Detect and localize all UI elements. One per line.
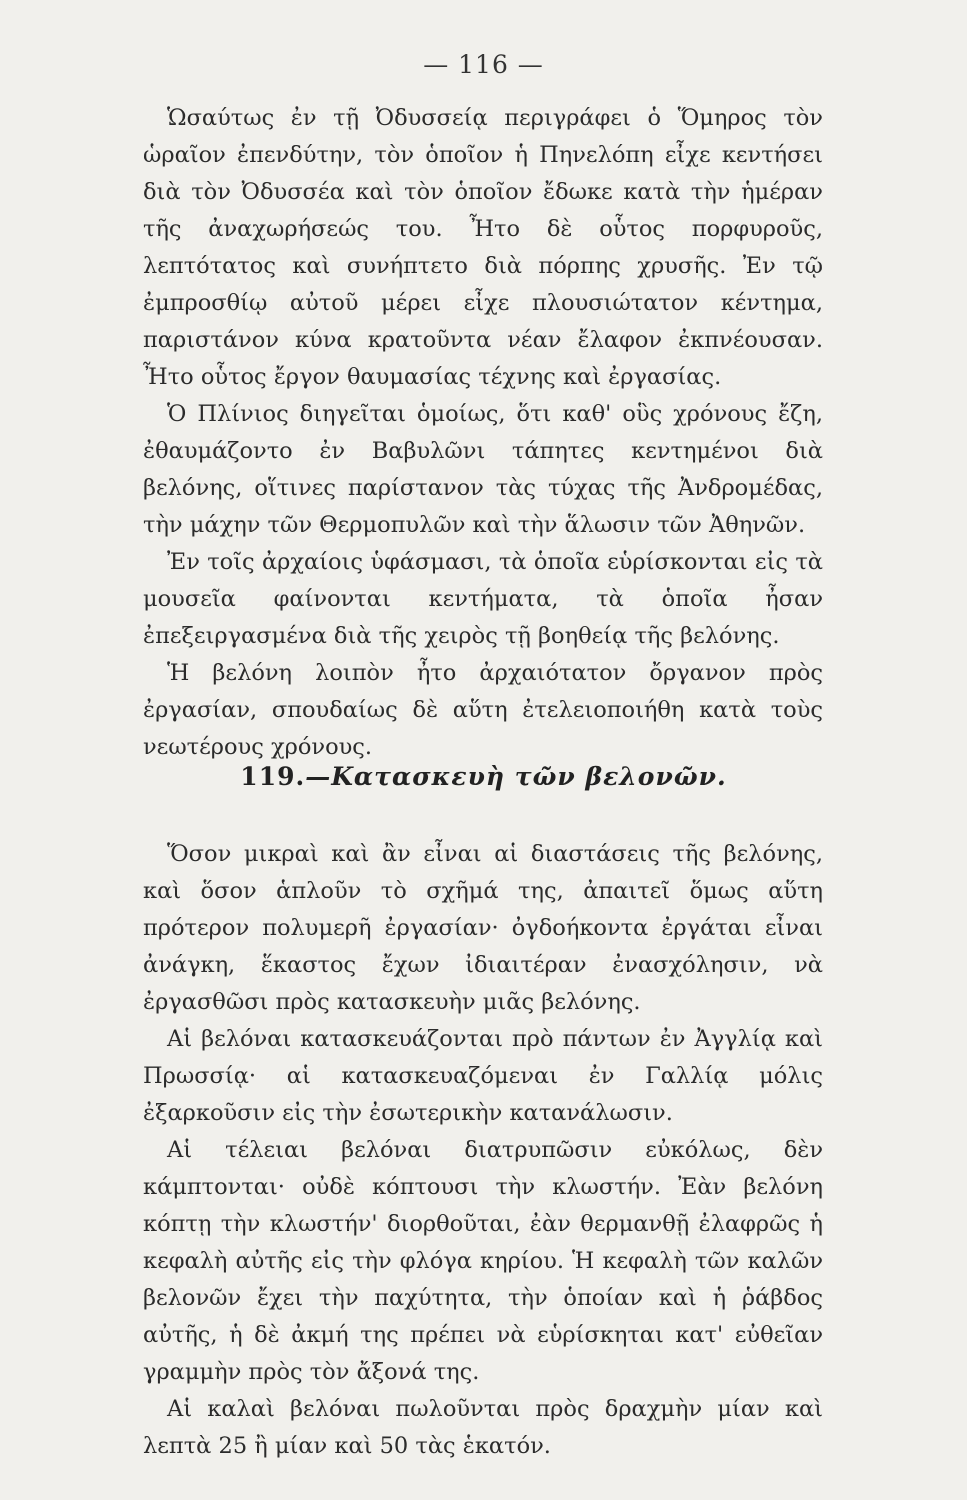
paragraph: Ἐν τοῖς ἀρχαίοις ὑφάσμασι, τὰ ὁποῖα εὑρίσκονται εἰς τὰ μουσεῖα φαίνονται κεντήματα, τὰ ὁποῖα ἦσαν ἐπεξειργασμένα διὰ τῆς χειρὸς τῇ βοηθείᾳ τῆς βελόνης. xyxy=(143,549,823,649)
paragraph: Ὁ Πλίνιος διηγεῖται ὁμοίως, ὅτι καθ' οὓς χρόνους ἔζη, ἐθαυμάζοντο ἐν Βαβυλῶνι τάπητες κεντημένοι διὰ βελόνης, οἵτινες παρίστανον τὰς τύχας τῆς Ἀνδρομέδας, τὴν μάχην τῶν Θερμοπυλῶν καὶ τὴν ἅλωσιν τῶν Ἀθηνῶν. xyxy=(143,401,823,538)
bottom-text-block xyxy=(143,836,823,1465)
section-number: 119. xyxy=(240,762,306,791)
paragraph: Ἡ βελόνη λοιπὸν ἦτο ἀρχαιότατον ὄργανον πρὸς ἐργασίαν, σπουδαίως δὲ αὕτη ἐτελειοποιήθη κατὰ τοὺς νεωτέρους χρόνους. xyxy=(143,660,823,760)
page-number: — 116 — xyxy=(423,50,544,79)
paragraph: Ὅσον μικραὶ καὶ ἂν εἶναι αἱ διαστάσεις τῆς βελόνης, καὶ ὅσον ἁπλοῦν τὸ σχῆμά της, ἀπαιτεῖ ὅμως αὕτη πρότερον πολυμερῆ ἐργασίαν· ὀγδοήκοντα ἐργάται εἶναι ἀνάγκη, ἕκαστος ἔχων ἰδιαιτέραν ἐνασχόλησιν, νὰ ἐργασθῶσι πρὸς κατασκευὴν μιᾶς βελόνης. xyxy=(143,841,823,1015)
paragraph: Αἱ καλαὶ βελόναι πωλοῦνται πρὸς δραχμὴν μίαν καὶ λεπτὰ 25 ἢ μίαν καὶ 50 τὰς ἑκατόν. xyxy=(143,1396,823,1459)
section-heading xyxy=(0,762,967,791)
top-text-block xyxy=(143,100,823,766)
section-title: —Κατασκευὴ τῶν βελονῶν. xyxy=(305,762,727,791)
paragraph: Ὡσαύτως ἐν τῇ Ὀδυσσείᾳ περιγράφει ὁ Ὅμηρος τὸν ὡραῖον ἐπενδύτην, τὸν ὁποῖον ἡ Πηνελόπη εἶχε κεντήσει διὰ τὸν Ὀδυσσέα καὶ τὸν ὁποῖον ἔδωκε κατὰ τὴν ἡμέραν τῆς ἀναχωρήσεώς του. Ἦτο δὲ οὗτος πορφυροῦς, λεπτότατος καὶ συνήπτετο διὰ πόρπης χρυσῆς. Ἐν τῷ ἐμπροσθίῳ αὐτοῦ μέρει εἶχε πλουσιώτατον κέντημα, παριστάνον κύνα κρατοῦντα νέαν ἔλαφον ἐκπνέουσαν. Ἦτο οὗτος ἔργον θαυμασίας τέχνης καὶ ἐργασίας. xyxy=(143,105,823,390)
paragraph: Αἱ βελόναι κατασκευάζονται πρὸ πάντων ἐν Ἀγγλίᾳ καὶ Πρωσσίᾳ· αἱ κατασκευαζόμεναι ἐν Γαλλίᾳ μόλις ἐξαρκοῦσιν εἰς τὴν ἐσωτερικὴν κατανάλωσιν. xyxy=(143,1026,823,1126)
paragraph: Αἱ τέλειαι βελόναι διατρυπῶσιν εὐκόλως, δὲν κάμπτονται· οὐδὲ κόπτουσι τὴν κλωστήν. Ἐὰν βελόνη κόπτῃ τὴν κλωστήν' διορθοῦται, ἐὰν θερμανθῇ ἐλαφρῶς ἡ κεφαλὴ αὐτῆς εἰς τὴν φλόγα κηρίου. Ἡ κεφαλὴ τῶν καλῶν βελονῶν ἔχει τὴν παχύτητα, τὴν ὁποίαν καὶ ἡ ῥάβδος αὐτῆς, ἡ δὲ ἀκμή της πρέπει νὰ εὑρίσκηται κατ' εὐθεῖαν γραμμὴν πρὸς τὸν ἄξονά της. xyxy=(143,1137,823,1385)
